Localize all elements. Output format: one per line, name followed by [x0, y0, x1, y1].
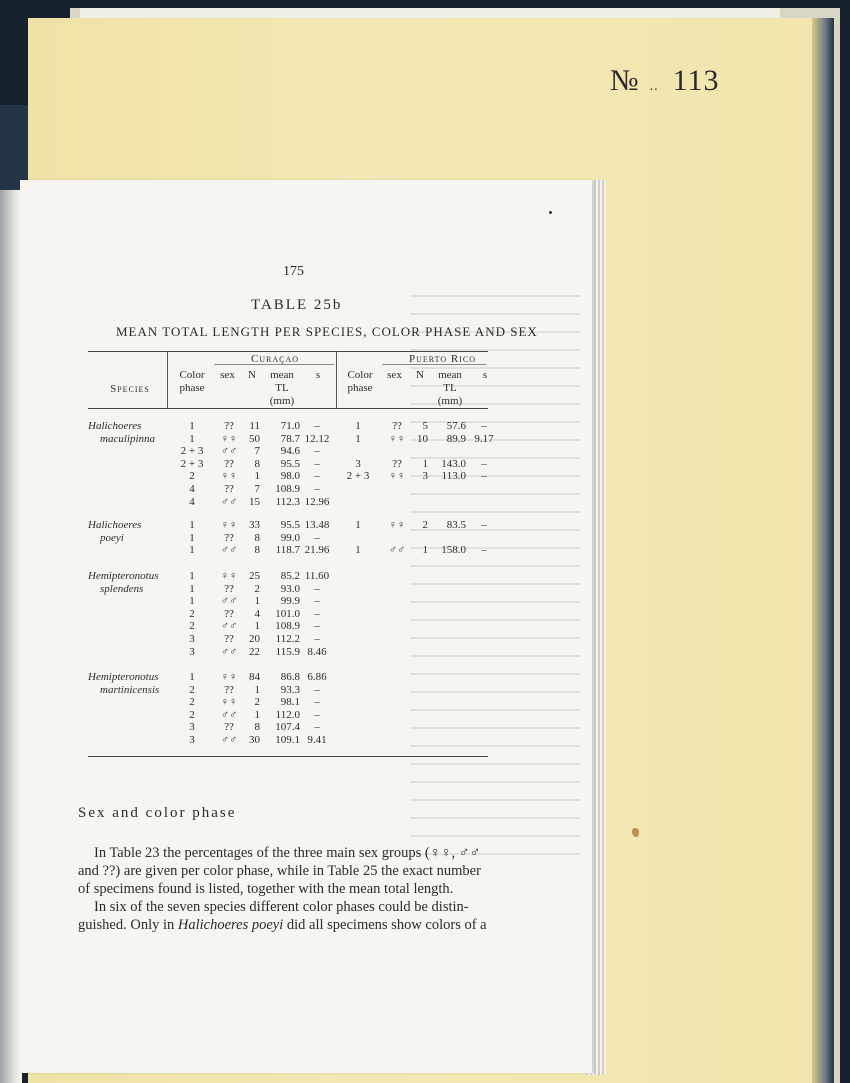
table-cell: 108.9 [275, 483, 300, 495]
table-title: TABLE 25b [251, 297, 343, 313]
table-cell: 13.48 [304, 519, 330, 531]
table-cell: ♂♂ [388, 544, 406, 557]
table-cell: 89.9 [446, 432, 466, 445]
table-cell: – [314, 470, 320, 483]
table-cell: ♀♀ [220, 519, 238, 531]
table-cell: 2 + 3 [180, 445, 204, 458]
table-cell: – [314, 483, 320, 495]
table-cell: ?? [392, 457, 402, 470]
table-cell: 2 + 3 [346, 470, 370, 483]
table-cell: 1 [189, 432, 195, 445]
table-cell: ?? [224, 420, 234, 432]
table-cell: ?? [224, 721, 234, 734]
table-cell: 3 [422, 470, 428, 483]
table-cell: 2 + 3 [180, 457, 204, 470]
table-cell: 113.0 [441, 470, 466, 483]
left-page-edge [0, 190, 22, 1083]
header-sex: sex [220, 369, 235, 381]
table-cell: 8 [254, 531, 260, 544]
table-cell: ♂♂ [220, 544, 238, 557]
table-cell: 1 [355, 519, 361, 531]
table-cell: 4 [189, 495, 195, 508]
table-cell: 11 [249, 420, 260, 432]
table-cell: 3 [189, 645, 195, 658]
table-cell: 101.0 [275, 607, 300, 620]
table-cell: 30 [249, 734, 260, 746]
table-top-rule [88, 351, 488, 352]
table-cell: 2 [254, 696, 260, 709]
header-curacao: Curaçao [250, 353, 300, 365]
table-cell: 25 [249, 570, 260, 582]
table-cell: 95.5 [280, 457, 300, 470]
table-cell: 95.5 [280, 519, 300, 531]
page-number: 175 [283, 264, 304, 279]
table-cell: 1 [254, 708, 260, 721]
table-cell: ♂♂ [220, 708, 238, 721]
header-pr-n: N [416, 369, 424, 381]
table-cell: 21.96 [304, 544, 330, 557]
table-cell: ?? [224, 483, 234, 495]
header-color-phase: Color phase [179, 369, 205, 394]
table-cell: 78.7 [280, 432, 300, 445]
table-cell: 2 [189, 708, 195, 721]
table-cell: 112.0 [275, 708, 300, 721]
table-cell: – [314, 457, 320, 470]
species-name: Hemipteronotus [88, 570, 159, 582]
table-cell: 108.9 [275, 620, 300, 633]
table-cell: 22 [249, 645, 260, 658]
header-pr-s: s [482, 369, 488, 381]
table-cell: 93.3 [280, 683, 300, 696]
header-mean-tl: mean TL (mm) [269, 369, 295, 407]
species-name: Halichoeres [88, 519, 142, 531]
table-cell: – [314, 620, 320, 633]
paragraph-line: of specimens found is listed, together with the mean total length. [78, 881, 454, 897]
folder-number: 113 [672, 64, 720, 97]
table-cell: – [314, 607, 320, 620]
table-cell: – [481, 519, 487, 531]
table-cell: ?? [224, 607, 234, 620]
table-cell: ?? [224, 457, 234, 470]
folder-number-label [610, 64, 720, 98]
table-cell: 3 [355, 457, 361, 470]
stain-mark [632, 828, 639, 837]
species-name: Halichoeres [88, 420, 142, 432]
table-cell: 1 [254, 595, 260, 608]
header-pr-color-phase: Color phase [347, 369, 373, 394]
table-cell: 115.9 [275, 645, 300, 658]
table-cell: ?? [392, 420, 402, 432]
species-name: poeyi [100, 532, 124, 544]
table-cell: ♀♀ [388, 432, 406, 445]
table-cell: 112.3 [275, 495, 300, 508]
table-cell: 10 [417, 432, 428, 445]
table-cell: 8.46 [307, 645, 327, 658]
table-cell: 1 [422, 544, 428, 557]
species-name: martinicensis [100, 684, 160, 696]
table-cell: 1 [254, 620, 260, 633]
species-name: maculipinna [100, 433, 155, 445]
table-cell: 99.0 [280, 531, 300, 544]
table-cell: ♂♂ [220, 495, 238, 508]
folder-edge [812, 18, 834, 1083]
table-cell: 1 [189, 595, 195, 608]
species-name: splendens [100, 583, 144, 595]
table-cell: 4 [189, 483, 195, 495]
table-cell: – [314, 445, 320, 458]
italic-species-name: Halichoeres poeyi [177, 917, 284, 933]
table-cell: ?? [224, 633, 234, 645]
table-cell: 71.0 [280, 420, 300, 432]
table-cell: 9.41 [307, 734, 327, 746]
table-cell: – [481, 420, 487, 432]
table-cell: 15 [249, 495, 260, 508]
table-cell: ?? [224, 531, 234, 544]
table-cell: – [481, 470, 487, 483]
table-cell: 2 [189, 683, 195, 696]
table-cell: 98.1 [280, 696, 300, 709]
table-cell: 1 [254, 470, 260, 483]
table-subtitle: MEAN TOTAL LENGTH PER SPECIES, COLOR PHASE AND SEX [116, 324, 538, 339]
table-cell: 1 [422, 457, 428, 470]
table-bottom-rule [88, 756, 488, 757]
table-cell: 3 [189, 721, 195, 734]
table-cell: 2 [189, 607, 195, 620]
table-cell: 5 [422, 420, 428, 432]
table-cell: ♂♂ [220, 734, 238, 746]
table-cell: 118.7 [275, 544, 300, 557]
table-cell: 2 [189, 620, 195, 633]
table-cell: ♀♀ [220, 432, 238, 445]
table-cell: 99.9 [280, 595, 300, 608]
table-cell: 1 [189, 582, 195, 595]
table-cell: 1 [355, 420, 361, 432]
table-cell: – [314, 633, 320, 645]
paragraph-line: In Table 23 the percentages of the three main sex groups (♀♀, ♂♂ [94, 845, 481, 861]
table-cell: – [314, 595, 320, 608]
table-cell: 1 [355, 544, 361, 557]
table-cell: 4 [254, 607, 260, 620]
table-cell: 11.60 [304, 570, 330, 582]
table-cell: 1 [355, 432, 361, 445]
table-cell: ♂♂ [220, 620, 238, 633]
paragraph-line: and ??) are given per color phase, while in Table 25 the exact number [78, 863, 481, 879]
header-n: N [248, 369, 256, 381]
table-cell: 2 [189, 470, 195, 483]
table-cell: 12.96 [304, 495, 330, 508]
section-heading: Sex and color phase [78, 805, 237, 821]
table-cell: – [314, 531, 320, 544]
table-cell: 83.5 [446, 519, 466, 531]
table-cell: 50 [249, 432, 260, 445]
header-pr-sex: sex [387, 369, 402, 381]
table-cell: 8 [254, 721, 260, 734]
table-cell: 1 [254, 683, 260, 696]
header-pr-mean-tl: mean TL (mm) [437, 369, 463, 407]
table-cell: ?? [224, 683, 234, 696]
header-puerto-rico: Puerto Rico [408, 353, 477, 365]
table-cell: 143.0 [441, 457, 466, 470]
table-cell: ♀♀ [388, 519, 406, 531]
table-cell: 3 [189, 633, 195, 645]
table-cell: ♂♂ [220, 445, 238, 458]
table-cell: 1 [189, 570, 195, 582]
table-cell: ♂♂ [220, 645, 238, 658]
table-cell: 158.0 [441, 544, 466, 557]
speck [549, 211, 552, 214]
table-cell: 2 [422, 519, 428, 531]
table-cell: 1 [189, 544, 195, 557]
table-cell: ?? [224, 582, 234, 595]
table-cell: 8 [254, 544, 260, 557]
table-cell: 94.6 [280, 445, 300, 458]
table-cell: 12.12 [304, 432, 330, 445]
table-cell: ♀♀ [220, 696, 238, 709]
table-cell: 1 [189, 519, 195, 531]
table-cell: 9.17 [474, 432, 494, 445]
number-dots: .. [649, 79, 659, 94]
table-cell: 98.0 [280, 470, 300, 483]
header-divider [167, 351, 168, 408]
header-species: Species [110, 383, 150, 395]
paragraph-line: In six of the seven species different color phases could be distin- [94, 899, 469, 915]
table-cell: 2 [189, 696, 195, 709]
table-header-rule [88, 408, 488, 409]
table-cell: – [481, 544, 487, 557]
table-cell: – [314, 696, 320, 709]
table-cell: – [314, 582, 320, 595]
table-cell: – [481, 457, 487, 470]
table-cell: 7 [254, 445, 260, 458]
table-cell: – [314, 708, 320, 721]
table-cell: 1 [189, 531, 195, 544]
table-cell: 86.8 [280, 671, 300, 683]
table-cell: 3 [189, 734, 195, 746]
table-cell: 8 [254, 457, 260, 470]
table-cell: 84 [249, 671, 260, 683]
table-cell: – [314, 721, 320, 734]
table-cell: – [314, 683, 320, 696]
table-cell: 6.86 [307, 671, 327, 683]
table-cell: 109.1 [275, 734, 300, 746]
header-s: s [315, 369, 321, 381]
table-cell: 1 [189, 420, 195, 432]
table-cell: ♀♀ [220, 671, 238, 683]
table-cell: ♀♀ [220, 570, 238, 582]
table-cell: 20 [249, 633, 260, 645]
table-cell: ♀♀ [220, 470, 238, 483]
table-cell: 57.6 [446, 420, 466, 432]
table-cell: ♀♀ [388, 470, 406, 483]
table-cell: 7 [254, 483, 260, 495]
species-name: Hemipteronotus [88, 671, 159, 683]
table-cell: 85.2 [280, 570, 300, 582]
table-cell: 2 [254, 582, 260, 595]
table-cell: ♂♂ [220, 595, 238, 608]
header-divider [336, 351, 337, 408]
table-cell: 107.4 [275, 721, 300, 734]
number-sign: № [610, 64, 640, 97]
table-cell: 93.0 [280, 582, 300, 595]
table-cell: 33 [249, 519, 260, 531]
table-cell: 1 [189, 671, 195, 683]
paragraph-line: guished. Only in Halichoeres poeyi did all specimens show colors of a [78, 917, 487, 933]
table-cell: – [314, 420, 320, 432]
table-cell: 112.2 [275, 633, 300, 645]
